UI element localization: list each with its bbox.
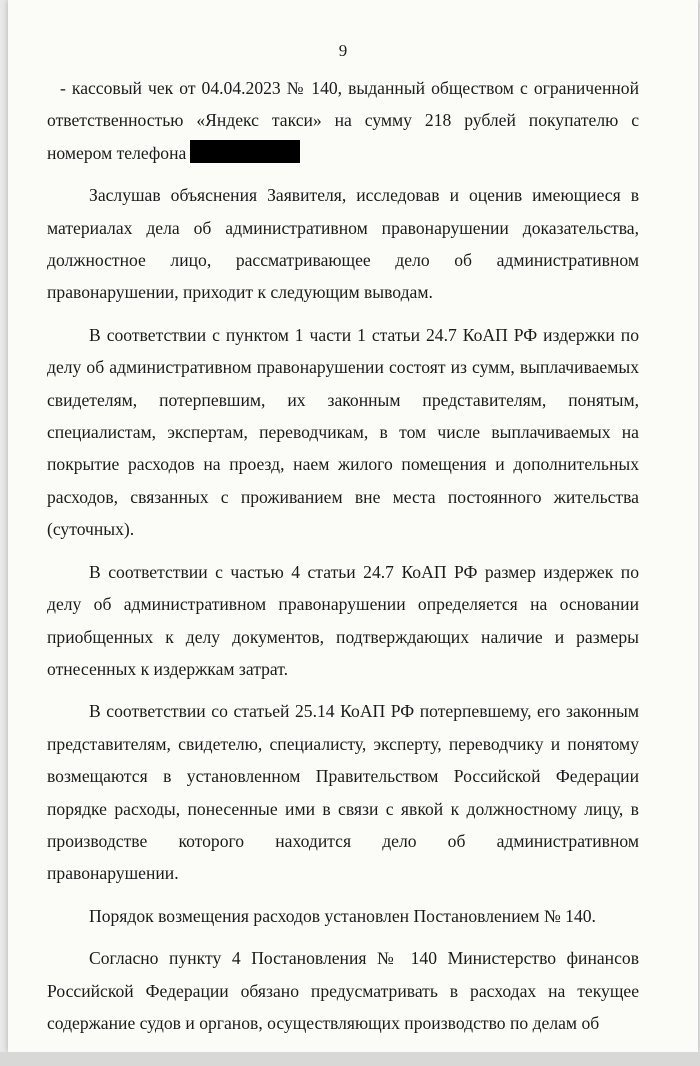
paragraph-article-24-7-part-4: В соответствии с частью 4 статьи 24.7 КоАП РФ размер издержек по делу об административном правонарушении определяется на основании приобщенных к делу документов, подтверждающих наличие и размеры отнесенных к издержкам затрат.	[47, 561, 639, 679]
paragraph-clause-4: Согласно пункту 4 Постановления № 140 Министерство финансов Российской Федерации обязано предусматривать в расходах на текущее содержание судов и органов, осуществляющих производство по делам об	[47, 948, 639, 1033]
page-bottom-edge	[0, 1052, 700, 1066]
document-body	[47, 72, 639, 1039]
paragraph-hearing: Заслушав объяснения Заявителя, исследовав и оценив имеющиеся в материалах дела об административном правонарушении доказательства, должностное лицо, рассматривающее дело об административном правонарушении, приходит к следующим выводам.	[47, 185, 639, 303]
paragraph-receipt-text: - кассовый чек от 04.04.2023 № 140, выданный обществом с ограниченной ответственностью «Яндекс такси» на сумму 218 рублей покупателю с номером телефона	[47, 78, 639, 163]
paragraph-receipt	[47, 72, 639, 169]
document-page	[8, 0, 698, 1052]
paragraph-article-24-7-part-1: В соответствии с пунктом 1 части 1 статьи 24.7 КоАП РФ издержки по делу об административном правонарушении состоят из сумм, выплачиваемых свидетелям, потерпевшим, их законным представителям, понятым, специалистам, экспертам, переводчикам, в том числе выплачиваемых на покрытие расходов на проезд, наем жилого помещения и дополнительных расходов, связанных с проживанием вне места постоянного жительства (суточных).	[47, 324, 639, 540]
redacted-phone-number	[190, 140, 300, 163]
paragraph-article-25-14: В соответствии со статьей 25.14 КоАП РФ потерпевшему, его законным представителям, свидетелю, специалисту, эксперту, переводчику и понятому возмещаются в установленном Правительством Российской Федерации порядке расходы, понесенные ими в связи с явкой к должностному лицу, в производстве которого находится дело об административном правонарушении.	[47, 701, 639, 884]
page-number: 9	[338, 41, 348, 60]
paragraph-resolution-140: Порядок возмещения расходов установлен Постановлением № 140.	[89, 905, 596, 926]
